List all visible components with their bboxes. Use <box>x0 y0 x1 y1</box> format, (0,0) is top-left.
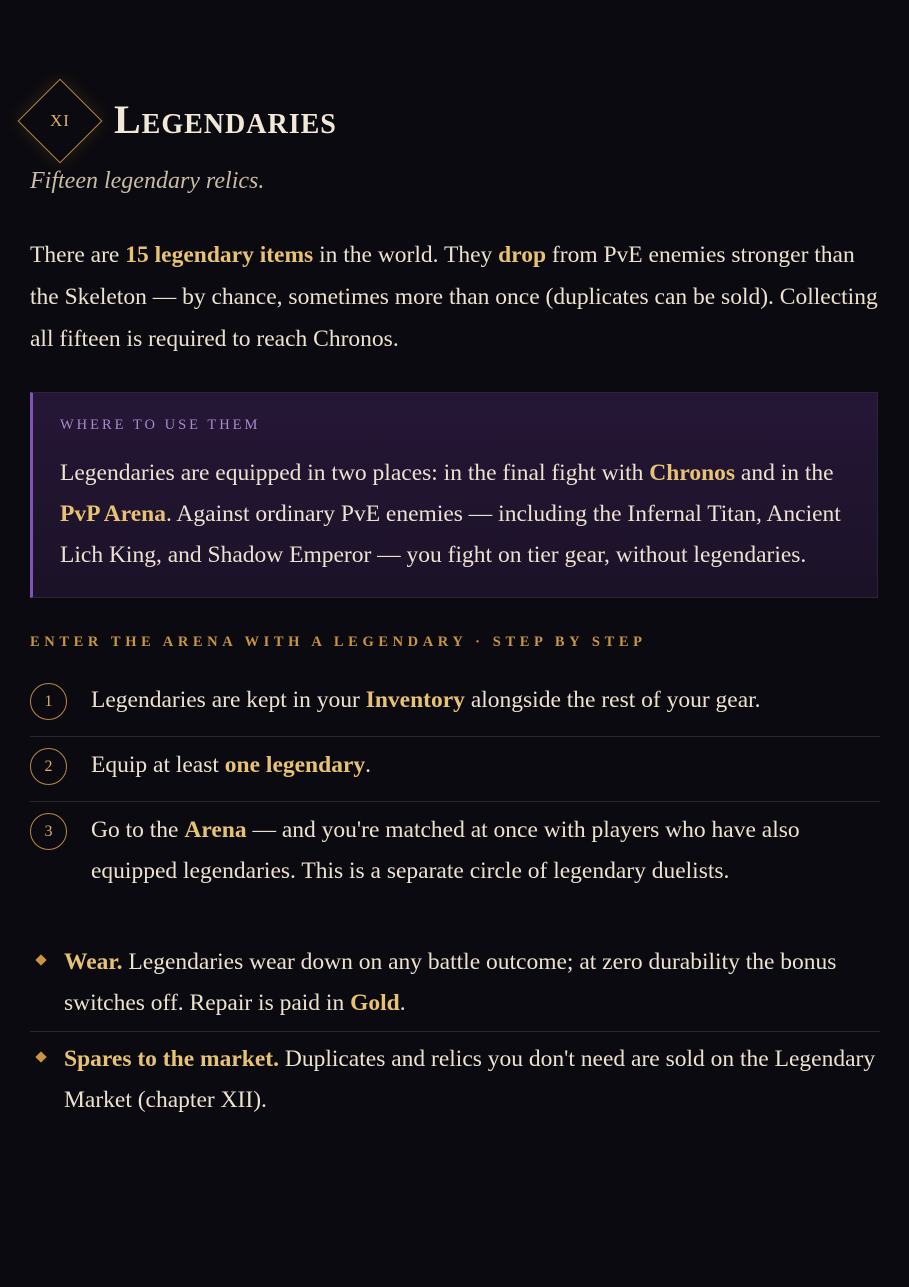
diamond-bullet-icon <box>35 954 46 965</box>
step-segment: . <box>365 752 372 778</box>
step-segment: — and you're matched at once with players who have also equipped legendaries. This is a separate circle of legendary duelists. <box>91 817 800 884</box>
step-text <box>91 810 881 892</box>
note-highlight: Spares to the market. <box>64 1046 279 1072</box>
step-number-badge: 3 <box>30 813 67 850</box>
step-segment: Go to the <box>91 817 185 843</box>
callout-segment: . Against ordinary PvE enemies — including the Infernal Titan, Ancient Lich King, and Shadow Emperor — you fight on tier gear, without legendaries. <box>60 501 841 568</box>
callout-highlight: PvP Arena <box>60 501 166 527</box>
intro-paragraph <box>30 234 880 360</box>
step-divider <box>30 801 880 802</box>
chapter-header <box>18 79 878 163</box>
step-number-badge: 2 <box>30 748 67 785</box>
note-segment: . <box>399 990 406 1016</box>
intro-highlight: drop <box>498 242 547 268</box>
intro-segment: There are <box>30 242 126 268</box>
intro-highlight: 15 legendary items <box>125 242 314 268</box>
step-text <box>91 745 881 786</box>
where-to-use-callout <box>30 392 878 598</box>
note-text <box>64 942 880 1024</box>
note-highlight: Wear. <box>64 949 123 975</box>
callout-text <box>60 453 860 576</box>
note-text <box>64 1039 880 1121</box>
step-number-badge: 1 <box>30 683 67 720</box>
intro-segment: from PvE enemies stronger than the Skeleton — by chance, sometimes more than once (duplicates can be sold). Collecting all fifteen is required to reach Chronos. <box>30 242 878 352</box>
step-text <box>91 680 881 721</box>
step-segment: alongside the rest of your gear. <box>464 687 761 713</box>
callout-segment: and in the <box>735 460 834 486</box>
note-segment: Duplicates and relics you don't need are sold on the Legendary Market (chapter XII). <box>64 1046 876 1113</box>
step-highlight: one legendary <box>224 752 366 778</box>
callout-label: WHERE TO USE THEM <box>60 417 261 433</box>
diamond-bullet-icon <box>35 1051 46 1062</box>
step-divider <box>30 736 880 737</box>
steps-heading: ENTER THE ARENA WITH A LEGENDARY · STEP BY STEP <box>30 634 647 650</box>
step-highlight: Arena <box>184 817 247 843</box>
note-segment: Legendaries wear down on any battle outcome; at zero durability the bonus switches off. Repair is paid in <box>64 949 837 1016</box>
intro-segment: in the world. They <box>313 242 499 268</box>
note-highlight: Gold <box>350 990 400 1016</box>
note-divider <box>30 1031 880 1032</box>
step-highlight: Inventory <box>365 687 465 713</box>
chapter-badge <box>18 79 102 163</box>
step-segment: Equip at least <box>91 752 225 778</box>
chapter-title: Legendaries <box>114 97 337 142</box>
callout-highlight: Chronos <box>649 460 736 486</box>
callout-segment: Legendaries are equipped in two places: in the final fight with <box>60 460 650 486</box>
chapter-subtitle: Fifteen legendary relics. <box>30 168 265 194</box>
step-segment: Legendaries are kept in your <box>91 687 366 713</box>
chapter-numeral: XI <box>50 111 70 130</box>
